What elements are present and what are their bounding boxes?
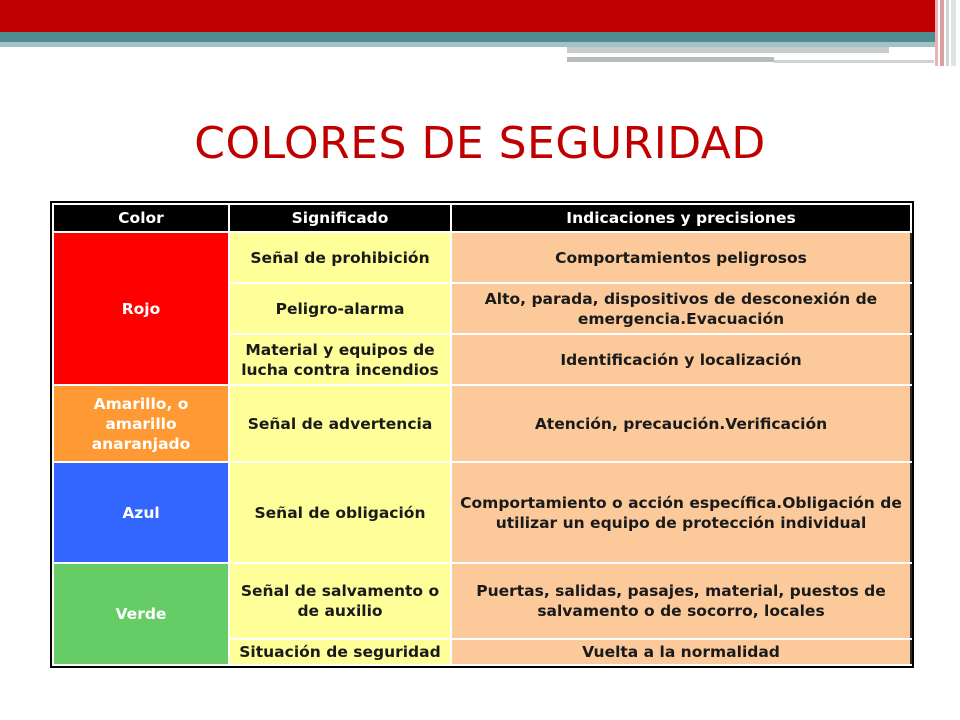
header-indicaciones: Indicaciones y precisiones <box>451 204 911 232</box>
header-gray-bar-2 <box>567 57 774 62</box>
header-gray-bar <box>567 47 889 53</box>
table-row <box>53 385 911 462</box>
header-significado: Significado <box>229 204 451 232</box>
significado-cell: Material y equipos de lucha contra incendios <box>229 334 451 385</box>
significado-cell: Peligro-alarma <box>229 283 451 334</box>
significado-cell: Señal de obligación <box>229 462 451 563</box>
indicaciones-cell: Vuelta a la normalidad <box>451 639 911 665</box>
color-cell-verde: Verde <box>53 563 229 665</box>
header-teal-bar <box>0 32 935 42</box>
safety-colors-table <box>52 203 912 666</box>
significado-cell: Señal de prohibición <box>229 232 451 283</box>
indicaciones-cell: Comportamiento o acción específica.Obligación de utilizar un equipo de protección individual <box>451 462 911 563</box>
header-gray-bar-3 <box>774 60 934 63</box>
header-color: Color <box>53 204 229 232</box>
significado-cell: Señal de salvamento o de auxilio <box>229 563 451 639</box>
indicaciones-cell: Identificación y localización <box>451 334 911 385</box>
indicaciones-cell: Alto, parada, dispositivos de desconexión de emergencia.Evacuación <box>451 283 911 334</box>
color-cell-azul: Azul <box>53 462 229 563</box>
color-cell-amarillo: Amarillo, o amarillo anaranjado <box>53 385 229 462</box>
significado-cell: Señal de advertencia <box>229 385 451 462</box>
color-cell-rojo: Rojo <box>53 232 229 385</box>
indicaciones-cell: Puertas, salidas, pasajes, material, puestos de salvamento o de socorro, locales <box>451 563 911 639</box>
header-red-bar <box>0 0 960 32</box>
table-row <box>53 232 911 283</box>
page-title: COLORES DE SEGURIDAD <box>194 118 766 169</box>
indicaciones-cell: Atención, precaución.Verificación <box>451 385 911 462</box>
table-header-row <box>53 204 911 232</box>
table-row <box>53 563 911 639</box>
significado-cell: Situación de seguridad <box>229 639 451 665</box>
indicaciones-cell: Comportamientos peligrosos <box>451 232 911 283</box>
table-row <box>53 462 911 563</box>
header-vertical-stripes <box>935 0 960 66</box>
